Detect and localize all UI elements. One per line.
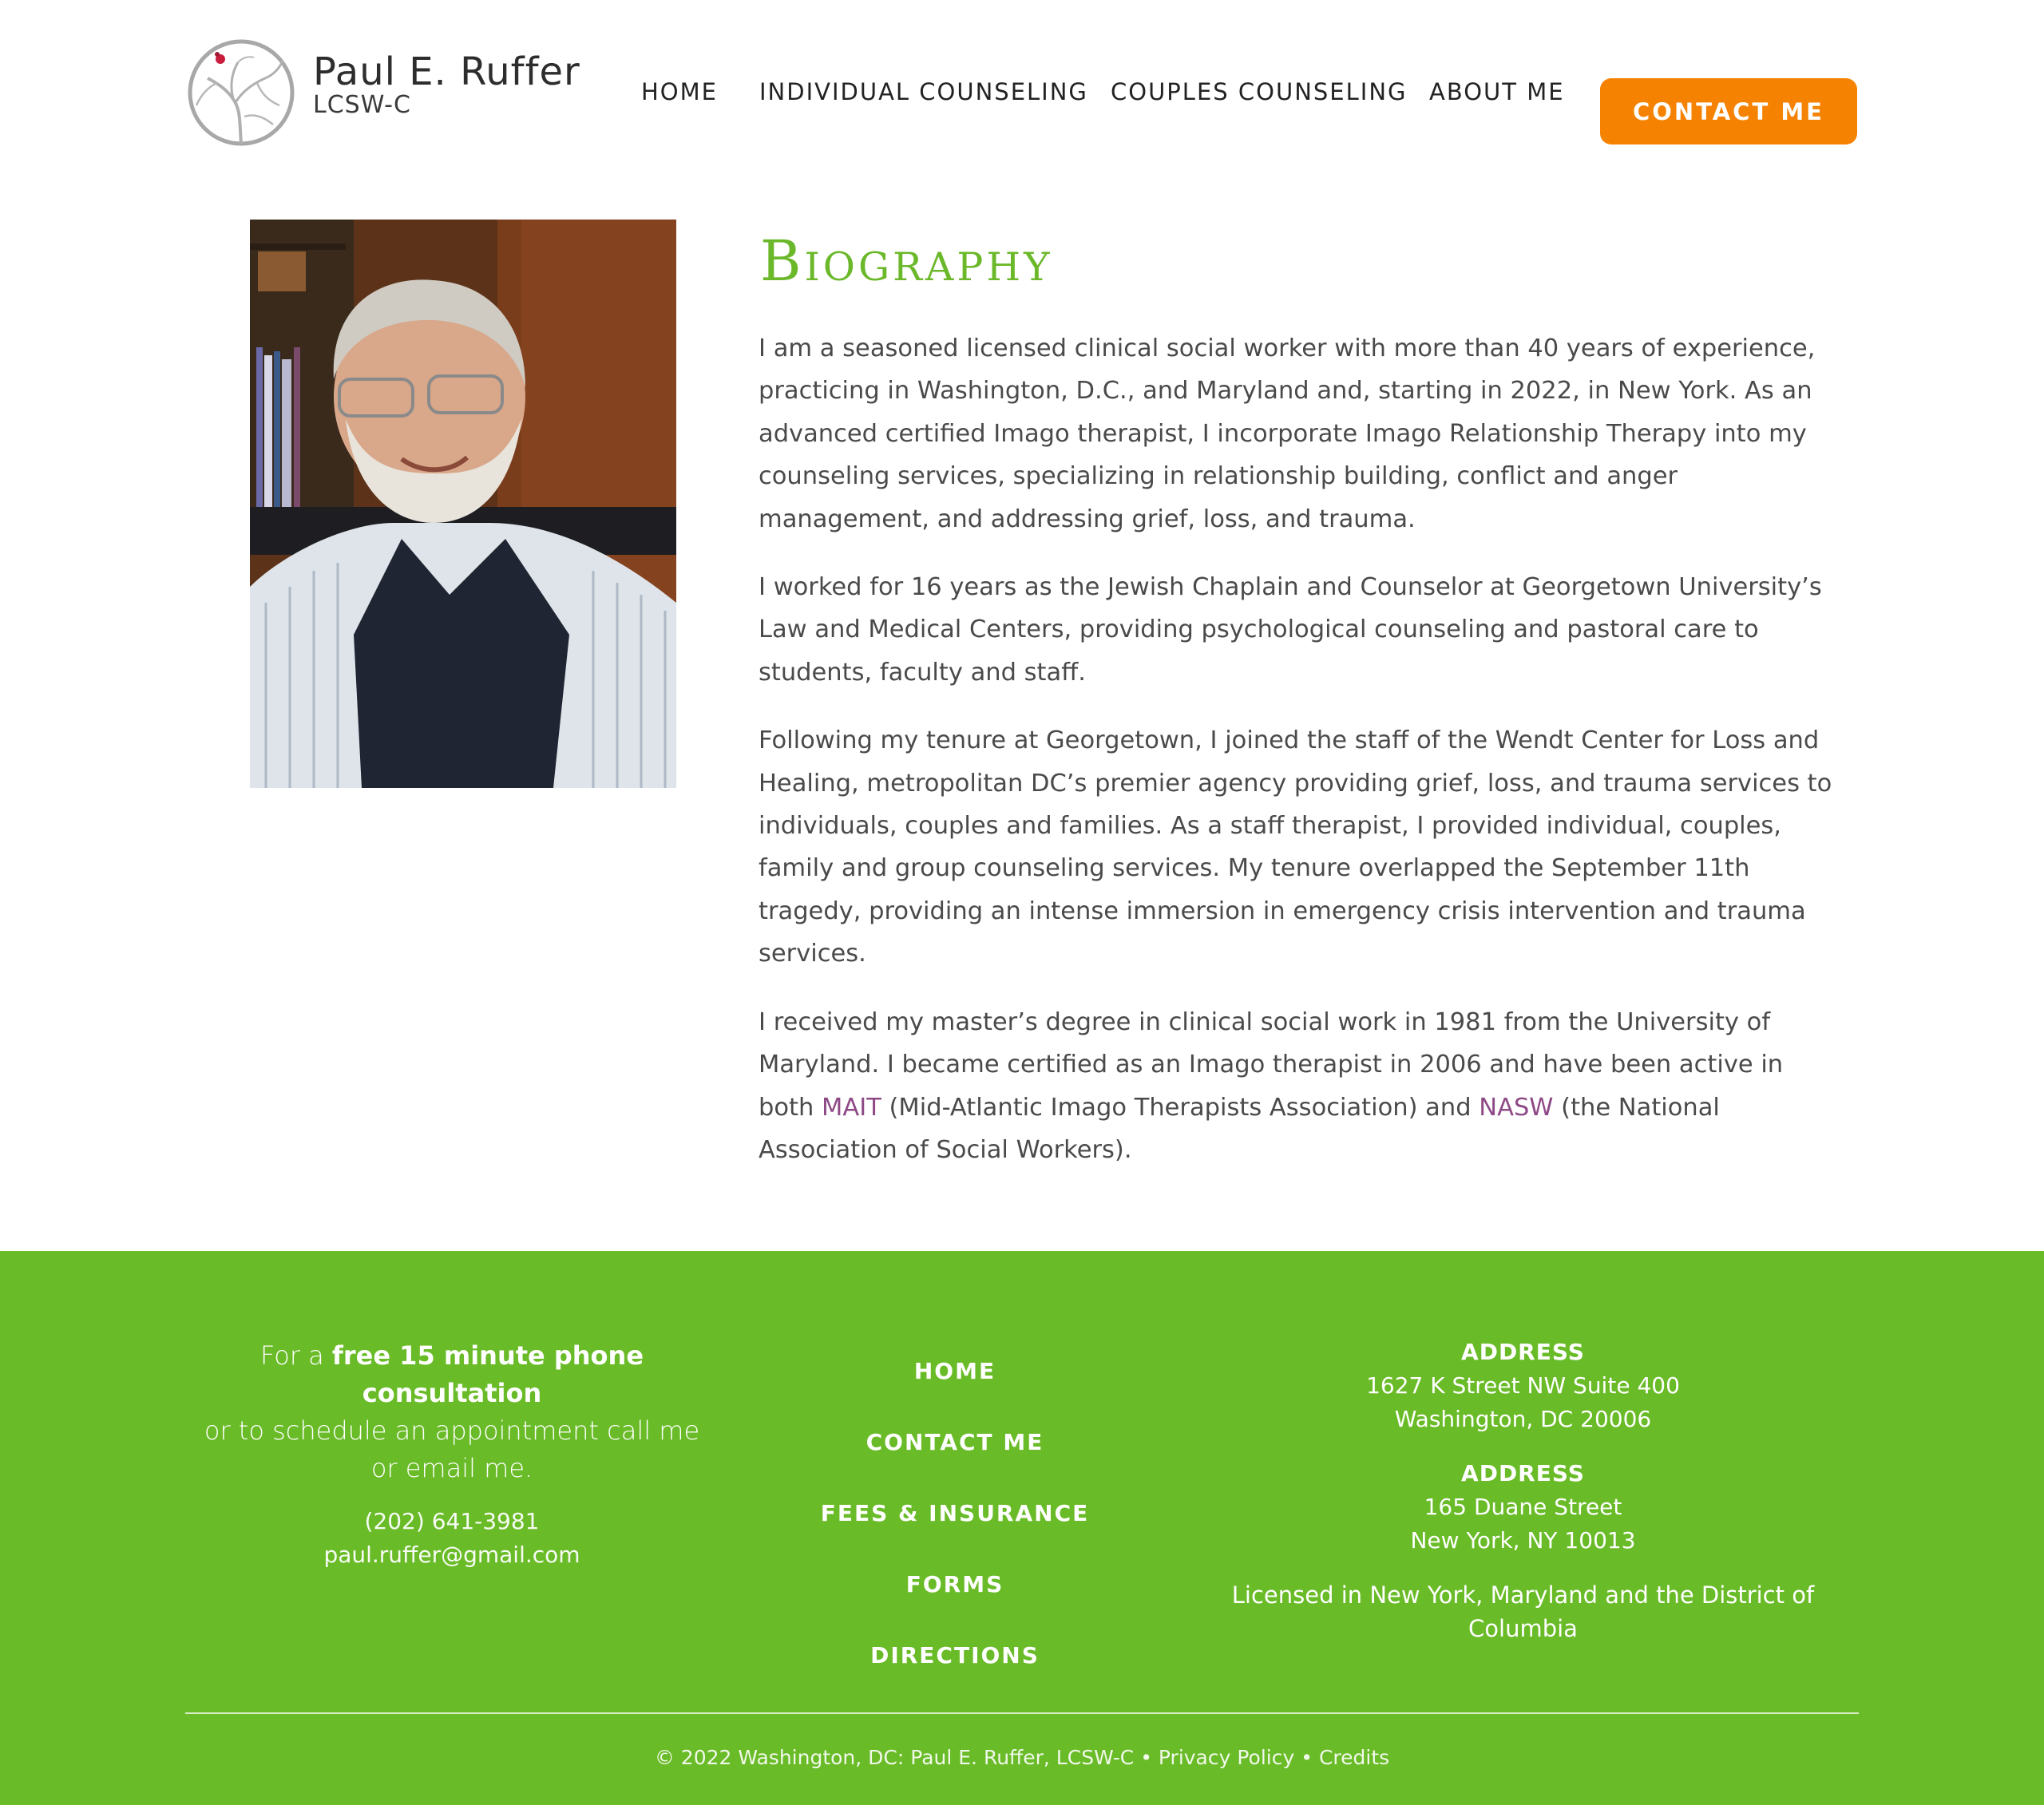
bio-paragraph: Following my tenure at Georgetown, I joined the staff of the Wendt Center for Loss and Healing, metropolitan DC’s premier agency providing grief, loss, and trauma services to individuals, couples and families. As a staff therapist, I provided individual, couples, family and group counseling services. My tenure overlapped the September 11th tragedy, providing an intense immersion in emergency crisis intervention and trauma services. <box>759 726 1832 968</box>
biography-text <box>759 327 1836 1197</box>
page-title: Biography <box>760 228 1053 294</box>
site-header <box>0 0 2044 160</box>
consultation-text <box>184 1337 720 1487</box>
footer-addresses <box>1174 1336 1872 1645</box>
logo-name: Paul E. Ruffer <box>313 49 580 94</box>
portrait-image <box>250 220 676 788</box>
bio-paragraph <box>759 1001 1836 1172</box>
lead-line: or email me. <box>370 1453 533 1483</box>
footer-link-directions[interactable]: DIRECTIONS <box>870 1642 1040 1668</box>
mait-link[interactable]: MAIT <box>822 1093 881 1122</box>
tree-logo-icon <box>185 37 297 148</box>
separator-dot: • <box>1301 1746 1313 1769</box>
credits-link[interactable]: Credits <box>1318 1746 1390 1769</box>
copyright-bar <box>0 1746 2044 1769</box>
address-dc <box>1174 1336 1872 1436</box>
separator-dot: • <box>1140 1746 1152 1769</box>
address-line: Washington, DC 20006 <box>1394 1406 1652 1432</box>
footer-link-home[interactable]: HOME <box>913 1358 996 1384</box>
address-heading: ADDRESS <box>1461 1339 1585 1365</box>
site-footer <box>0 1251 2044 1805</box>
footer-link-forms[interactable]: FORMS <box>905 1571 1004 1597</box>
bio-text: I received my master’s degree in clinical social work in 1981 from the University of Maryland. I became certified as an Imago therapist in 2006 and have been active in both <box>759 1007 1784 1122</box>
bio-text: (the National Association of Social Workers). <box>759 1093 1720 1164</box>
address-line: 1627 K Street NW Suite 400 <box>1366 1372 1680 1399</box>
bio-paragraph: I worked for 16 years as the Jewish Chaplain and Counselor at Georgetown University’s Law and Medical Centers, providing psychological counseling and pastoral care to students, faculty and staff. <box>759 573 1822 687</box>
lead-highlight: free 15 minute phone consultation <box>331 1340 644 1408</box>
privacy-policy-link[interactable]: Privacy Policy <box>1158 1746 1295 1769</box>
footer-link-contact[interactable]: CONTACT ME <box>866 1429 1044 1455</box>
address-ny <box>1174 1457 1872 1558</box>
bio-paragraph: I am a seasoned licensed clinical social worker with more than 40 years of experience, practicing in Washington, D.C., and Maryland and, starting in 2022, in New York. As an advanced certified Imago therapist, I incorporate Imago Relationship Therapy into my counseling services, specializing in relationship building, conflict and anger management, and addressing grief, loss, and trauma. <box>759 334 1816 533</box>
address-heading: ADDRESS <box>1461 1460 1585 1486</box>
footer-consultation <box>184 1337 720 1572</box>
nav-about-me[interactable]: ABOUT ME <box>1429 78 1565 105</box>
bio-text: (Mid-Atlantic Imago Therapists Association) and <box>881 1093 1480 1122</box>
nav-home[interactable]: HOME <box>641 78 718 105</box>
nav-couples-counseling[interactable]: COUPLES COUNSELING <box>1111 78 1408 105</box>
footer-link-fees[interactable]: FEES & INSURANCE <box>820 1500 1090 1526</box>
nav-individual-counseling[interactable]: INDIVIDUAL COUNSELING <box>759 78 1088 105</box>
site-logo[interactable] <box>185 37 580 148</box>
footer-nav <box>798 1345 1111 1700</box>
nasw-link[interactable]: NASW <box>1479 1093 1554 1122</box>
lead-line: or to schedule an appointment call me <box>204 1415 700 1446</box>
license-note: Licensed in New York, Maryland and the District of Columbia <box>1231 1581 1815 1642</box>
phone-number[interactable]: (202) 641-3981 <box>364 1508 540 1534</box>
address-line: New York, NY 10013 <box>1410 1527 1636 1554</box>
address-line: 165 Duane Street <box>1424 1494 1622 1520</box>
logo-credential: LCSW-C <box>313 91 411 119</box>
contact-me-button[interactable]: CONTACT ME <box>1600 78 1857 144</box>
email-address[interactable]: paul.ruffer@gmail.com <box>323 1542 580 1568</box>
portrait-photo <box>250 220 676 788</box>
lead-prefix: For a <box>259 1340 332 1371</box>
footer-divider <box>185 1712 1859 1714</box>
copyright-text: © 2022 Washington, DC: Paul E. Ruffer, LCSW-C <box>654 1746 1135 1769</box>
